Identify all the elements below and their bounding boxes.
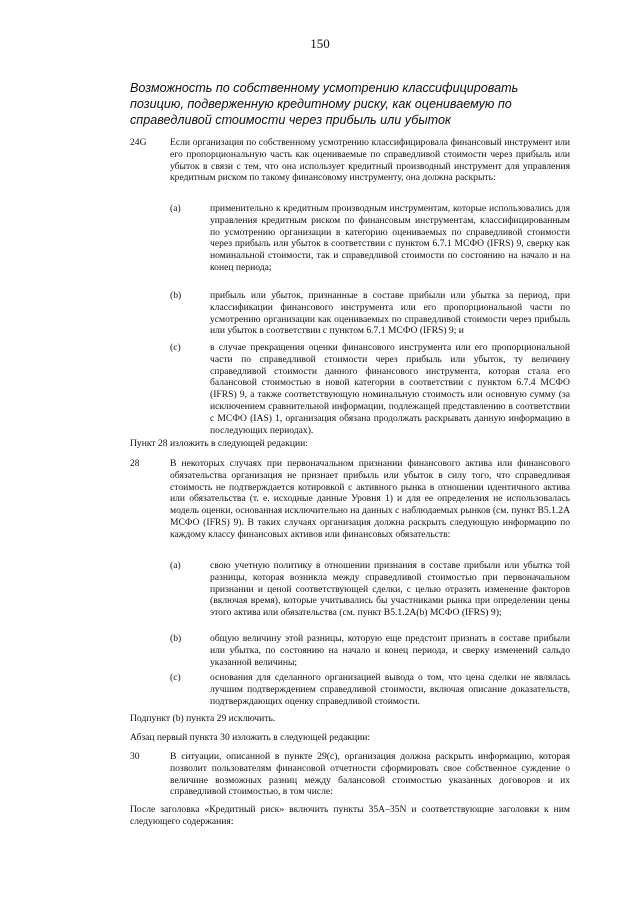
paragraph-number-28: 28	[130, 458, 140, 469]
instruction-29: Подпункт (b) пункта 29 исключить.	[130, 713, 276, 724]
item-text-28-c: основания для сделанного организацией вывода о том, что цена сделки не являлась лучшим подтверждением справедливой стоимости, включая описание доказательств, подтверждающих оценку справедливой стоимости.	[210, 672, 570, 707]
section-heading: Возможность по собственному усмотрению классифицировать позицию, подверженную кредитному риску, как оцениваемую по справедливой стоимости через прибыль или убыток	[130, 81, 519, 127]
item-text-28-a: свою учетную политику в отношении признания в составе прибыли или убытка той разницы, которая возникла между справедливой стоимостью при первоначальном признании и ценой соответствующей сделки, с целью отразить изменение факторов (включая время), которые учитывались бы участниками рынка при определении цены этого актива или обязательства (см. пункт B5.1.2A(b) МСФО (IFRS) 9);	[210, 560, 570, 619]
item-label-24g-a: (a)	[170, 203, 181, 214]
paragraph-number-30: 30	[130, 751, 140, 762]
item-label-28-c: (c)	[170, 672, 181, 683]
item-text-24g-c: в случае прекращения оценки финансового инструмента или его пропорциональной части по справедливой стоимости через прибыль или убыток, ту величину справедливой стоимости данного финансового инструмента, которая стала его балансовой стоимостью в новой категории в соответствии с пунктом 6.7.4 МСФО (IFRS) 9, а также соответствующую номинальную стоимость или основную сумму (за исключением сравнительной информации, подлежащей представлению в соответствии с МСФО (IAS) 1, организация обязана продолжать раскрывать данную информацию в последующих периодах).	[210, 342, 570, 436]
item-text-24g-a: применительно к кредитным производным инструментам, которые использовались для управления кредитным риском по финансовым инструментам, классифицированным по усмотрению организации в категорию оцениваемых по справедливой стоимости через прибыль или убыток в соответствии с пунктом 6.7.1 МСФО (IFRS) 9, сверку как номинальной стоимости, так и справедливой стоимости по состоянию на начало и на конец периода;	[210, 203, 570, 273]
instruction-30: Абзац первый пункта 30 изложить в следующей редакции:	[130, 732, 371, 743]
item-label-24g-b: (b)	[170, 290, 182, 301]
paragraph-24g-intro: Если организация по собственному усмотрению классифицировала финансовый инструмент или его пропорциональную часть как оцениваемые по справедливой стоимости через прибыль или убыток в связи с тем, что она использует кредитный производный инструмент для управления кредитным риском по такому финансовому инструменту, она должна раскрыть:	[170, 137, 570, 184]
paragraph-28-intro: В некоторых случаях при первоначальном признании финансового актива или финансового обязательства организация не признает прибыль или убыток в силу того, что справедливая стоимость не подтверждается котировкой с активного рынка в отношении идентичного актива или обязательства (т. е. исходные данные Уровня 1) и для ее определения не использовалась модель оценки, основанная исключительно на данных с наблюдаемых рынков (см. пункт B5.1.2A МСФО (IFRS) 9). В таких случаях организация должна раскрыть следующую информацию по каждому классу финансовых активов или финансовых обязательств:	[170, 458, 570, 540]
instruction-final: После заголовка «Кредитный риск» включить пункты 35A–35N и соответствующие заголовки к ним следующего содержания:	[130, 804, 570, 827]
item-label-28-a: (a)	[170, 560, 181, 571]
paragraph-30-text: В ситуации, описанной в пункте 29(c), организация должна раскрыть информацию, которая позволит пользователям финансовой отчетности сформировать свое собственное суждение о величине возможных разниц между балансовой стоимостью указанных договоров и их справедливой стоимостью, в том числе:	[170, 751, 570, 798]
item-text-24g-b: прибыль или убыток, признанные в составе прибыли или убытка за период, при классификации финансового инструмента или его пропорциональной части по усмотрению организации как оцениваемых по справедливой стоимости через прибыль или убыток в соответствии с пунктом 6.7.1 МСФО (IFRS) 9; и	[210, 290, 570, 337]
item-text-28-b: общую величину этой разницы, которую еще предстоит признать в составе прибыли или убытка, по состоянию на начало и конец периода, и сверку изменений сальдо указанной величины;	[210, 633, 570, 668]
page-number: 150	[310, 36, 330, 51]
paragraph-number-24g: 24G	[130, 137, 147, 148]
instruction-28: Пункт 28 изложить в следующей редакции:	[130, 438, 308, 449]
item-label-24g-c: (c)	[170, 342, 181, 353]
item-label-28-b: (b)	[170, 633, 182, 644]
